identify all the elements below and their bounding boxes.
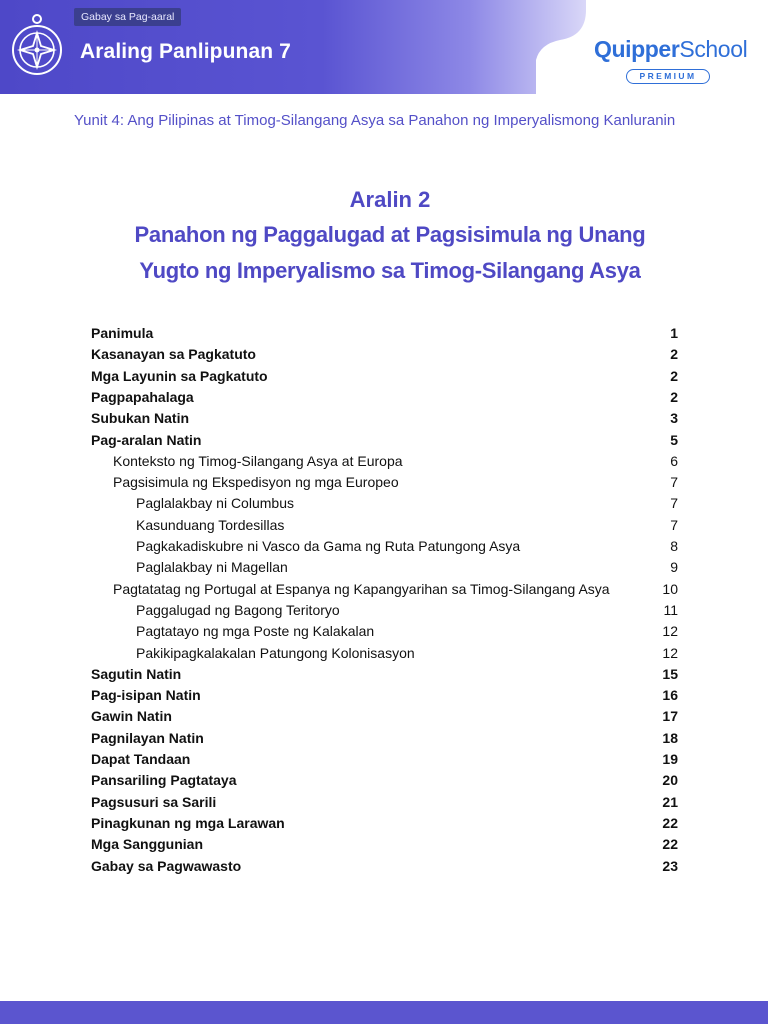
toc-entry-label: Pag-isipan Natin	[91, 687, 201, 704]
toc-entry-page: 12	[662, 623, 678, 640]
toc-entry-label: Pansariling Pagtataya	[91, 772, 237, 789]
lesson-heading	[60, 183, 720, 289]
toc-entry[interactable]	[0, 664, 768, 685]
toc-entry[interactable]	[0, 856, 768, 877]
toc-entry-label: Paglalakbay ni Magellan	[136, 559, 288, 576]
compass-icon	[10, 12, 64, 76]
toc-entry-label: Pagpapahalaga	[91, 388, 194, 405]
toc-entry-page: 1	[670, 325, 678, 341]
toc-entry[interactable]	[0, 451, 768, 472]
toc-entry[interactable]	[0, 792, 768, 813]
toc-entry[interactable]	[0, 643, 768, 664]
toc-entry-label: Pagnilayan Natin	[91, 729, 204, 746]
toc-entry[interactable]	[0, 834, 768, 855]
toc-entry-label: Dapat Tandaan	[91, 751, 191, 767]
toc-entry-label: Paggalugad ng Bagong Teritoryo	[136, 601, 340, 618]
toc-entry[interactable]	[0, 600, 768, 621]
toc-entry[interactable]	[0, 813, 768, 834]
toc-entry-label: Pakikipagkalakalan Patungong Kolonisasyon	[136, 644, 415, 661]
toc-entry-label: Subukan Natin	[91, 410, 190, 427]
brand-secondary: School	[679, 36, 748, 62]
toc-entry-label: Mga Layunin sa Pagkatuto	[91, 367, 268, 384]
toc-entry-label: Pag-aralan Natin	[91, 431, 202, 448]
brand-primary: Quipper	[594, 36, 680, 62]
toc-entry-label: Pagtatayo ng mga Poste ng Kalakalan	[136, 623, 375, 640]
toc-entry[interactable]	[0, 323, 768, 344]
toc-entry-label: Paglalakbay ni Columbus	[136, 495, 294, 512]
toc-entry[interactable]	[0, 430, 768, 451]
toc-entry-page: 22	[662, 814, 678, 831]
toc-entry-label: Kasanayan sa Pagkatuto	[91, 346, 256, 363]
toc-entry-label: Pagsusuri sa Sarili	[91, 793, 217, 810]
lesson-title-line-2: Yugto ng Imperyalismo sa Timog-Silangang Asya	[139, 258, 641, 283]
toc-entry-page: 8	[670, 538, 678, 554]
toc-entry-page: 19	[662, 751, 678, 767]
toc-entry-label: Pagtatatag ng Portugal at Espanya ng Kapangyarihan sa Timog-Silangang Asya	[113, 580, 610, 597]
toc-entry[interactable]	[0, 557, 768, 578]
study-guide-badge: Gabay sa Pag-aaral	[74, 8, 181, 26]
toc-entry-page: 17	[662, 708, 678, 725]
toc-entry-label: Pagsisimula ng Ekspedisyon ng mga Europeo	[113, 474, 399, 491]
toc-entry-label: Konteksto ng Timog-Silangang Asya at Europa	[113, 452, 403, 469]
course-title: Araling Panlipunan 7	[80, 40, 291, 63]
toc-entry[interactable]	[0, 579, 768, 600]
toc-entry[interactable]	[0, 749, 768, 770]
toc-entry-label: Gabay sa Pagwawasto	[91, 857, 242, 874]
toc-entry[interactable]	[0, 770, 768, 791]
toc-entry-page: 16	[662, 687, 678, 704]
toc-entry-page: 10	[662, 580, 678, 597]
toc-entry-page: 9	[670, 559, 678, 576]
quipper-school-logo	[594, 36, 747, 63]
toc-entry-page: 23	[662, 857, 678, 874]
toc-entry[interactable]	[0, 387, 768, 408]
toc-entry-page: 22	[662, 836, 678, 853]
toc-entry[interactable]	[0, 706, 768, 727]
toc-entry-label: Pagkakadiskubre ni Vasco da Gama ng Ruta Patungong Asya	[136, 538, 521, 554]
toc-entry-page: 15	[662, 665, 678, 682]
toc-entry[interactable]	[0, 366, 768, 387]
toc-entry[interactable]	[0, 536, 768, 557]
toc-entry-page: 12	[662, 644, 678, 661]
toc-entry[interactable]	[0, 493, 768, 514]
toc-entry-page: 2	[670, 346, 678, 363]
toc-entry-page: 11	[663, 601, 678, 618]
toc-entry-label: Sagutin Natin	[91, 665, 182, 682]
lesson-title-line-1: Panahon ng Paggalugad at Pagsisimula ng Unang	[134, 222, 646, 247]
lesson-number: Aralin 2	[349, 187, 431, 212]
toc-entry-page: 20	[662, 772, 678, 789]
unit-heading: Yunit 4: Ang Pilipinas at Timog-Silangang Asya sa Panahon ng Imperyalismong Kanluranin	[74, 112, 676, 129]
toc-entry[interactable]	[0, 621, 768, 642]
toc-entry-page: 2	[670, 388, 678, 405]
toc-entry[interactable]	[0, 344, 768, 365]
toc-entry[interactable]	[0, 728, 768, 749]
toc-entry-label: Kasunduang Tordesillas	[136, 516, 285, 533]
toc-entry-label: Panimula	[91, 325, 154, 341]
toc-entry-page: 7	[670, 495, 678, 512]
toc-entry[interactable]	[0, 472, 768, 493]
footer-band	[0, 1001, 768, 1024]
toc-entry[interactable]	[0, 515, 768, 536]
toc-entry-page: 21	[662, 793, 678, 810]
toc-entry-page: 18	[662, 729, 678, 746]
toc-entry-label: Gawin Natin	[91, 708, 172, 725]
toc-entry-page: 7	[670, 516, 678, 533]
toc-entry-label: Pinagkunan ng mga Larawan	[91, 814, 285, 831]
toc-entry[interactable]	[0, 408, 768, 429]
toc-entry-page: 3	[670, 410, 678, 427]
toc-entry-page: 2	[670, 367, 678, 384]
toc-entry[interactable]	[0, 685, 768, 706]
toc-entry-page: 7	[670, 474, 678, 491]
toc-entry-label: Mga Sanggunian	[91, 836, 203, 853]
toc-entry-page: 5	[670, 431, 678, 448]
toc-entry-page: 6	[670, 452, 678, 469]
premium-badge: PREMIUM	[626, 69, 710, 84]
